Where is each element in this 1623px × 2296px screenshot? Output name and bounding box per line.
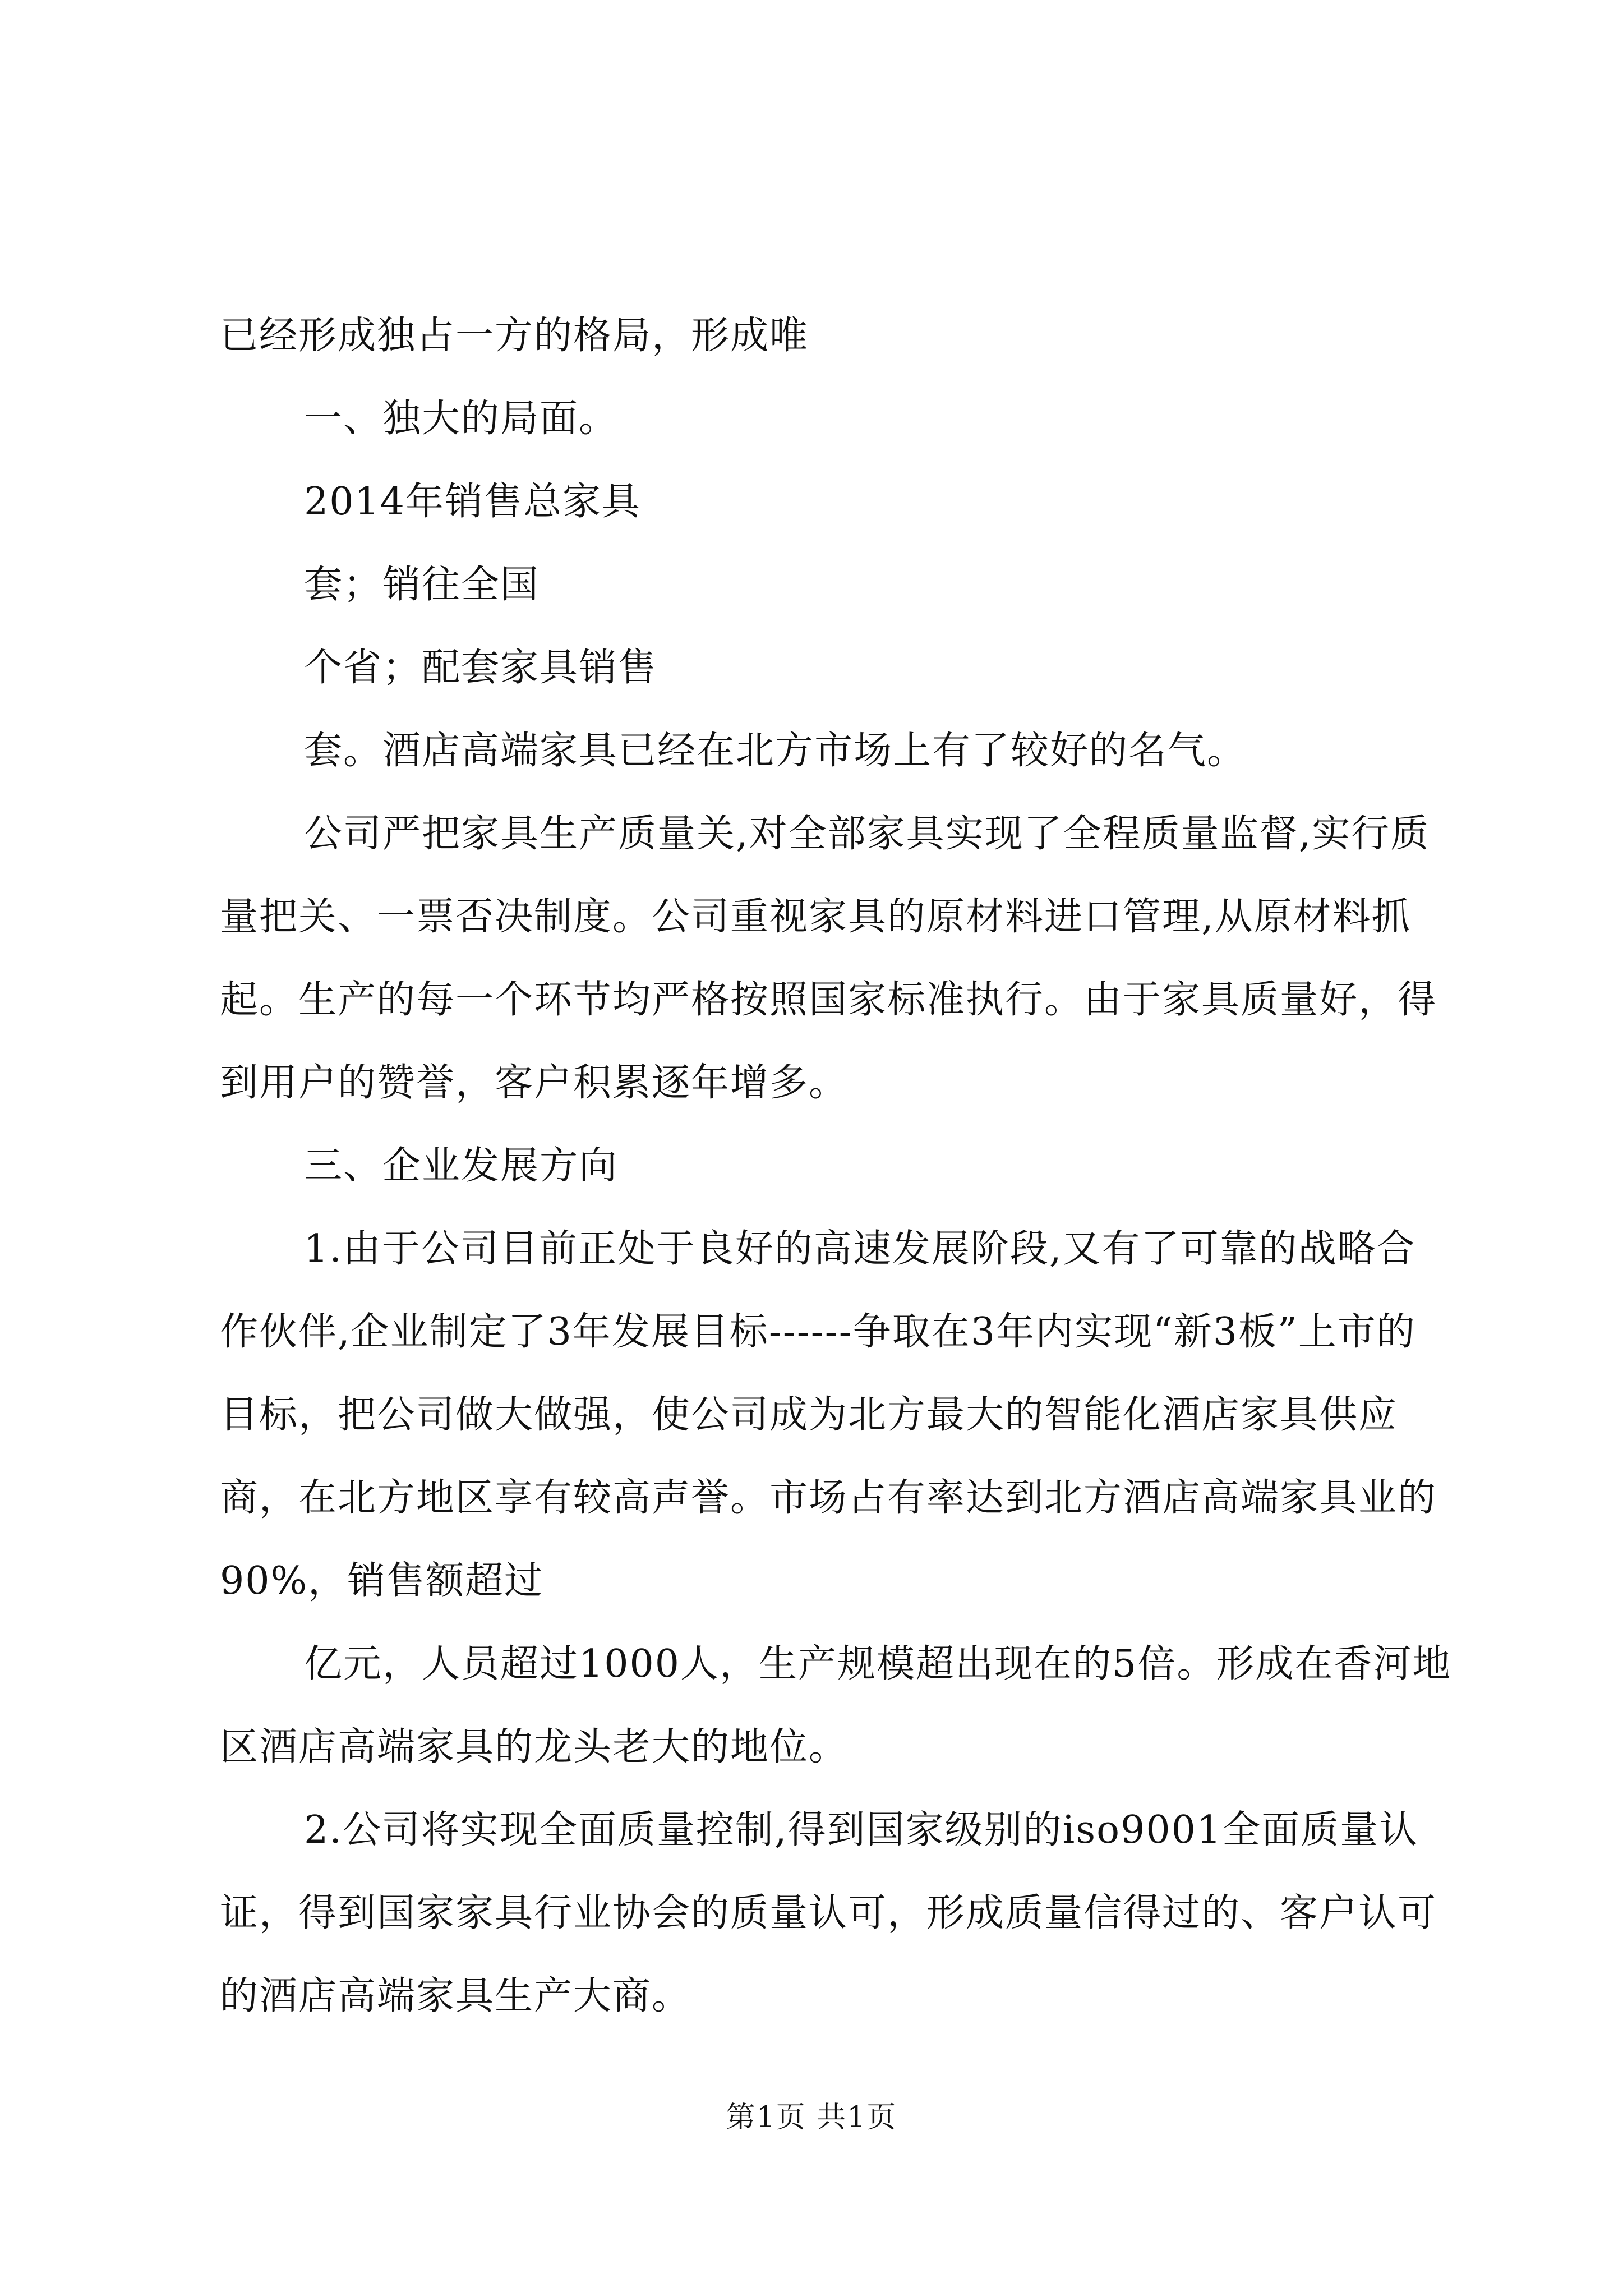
document-body [220,295,1454,2038]
section-heading-3: 三、企业发展方向 [304,1144,619,1188]
paragraph-4: 套；销往全国 [304,563,540,607]
page-footer: 第1页 共1页 [726,2101,897,2134]
paragraph-11: 2.公司将实现全面质量控制,得到国家级别的iso9001全面质量认证，得到国家家具行业协会的质量认可，形成质量信得过的、客户认可的酒店高端家具生产大商。 [220,1808,1437,2018]
paragraph-9: 1.由于公司目前正处于良好的高速发展阶段,又有了可靠的战略合作伙伴,企业制定了3年发展目标------争取在3年内实现“新3板”上市的目标，把公司做大做强，使公司成为北方最大的智能化酒店家具供应商，在北方地区享有较高声誉。市场占有率达到北方酒店高端家具业的90%，销售额超过 [220,1227,1437,1603]
paragraph-3: 2014年销售总家具 [304,480,642,524]
paragraph-7: 公司严把家具生产质量关,对全部家具实现了全程质量监督,实行质量把关、一票否决制度。公司重视家具的原材料进口管理,从原材料抓起。生产的每一个环节均严格按照国家标准执行。由于家具质量好，得到用户的赞誉，客户积累逐年增多。 [220,812,1437,1105]
paragraph-5: 个省；配套家具销售 [304,646,658,690]
paragraph-1: 已经形成独占一方的格局，形成唯 [220,314,809,358]
paragraph-10: 亿元，人员超过1000人，生产规模超出现在的5倍。形成在香河地区酒店高端家具的龙头老大的地位。 [220,1642,1452,1769]
paragraph-6: 套。酒店高端家具已经在北方市场上有了较好的名气。 [304,729,1247,773]
paragraph-2: 一、独大的局面。 [304,397,619,441]
